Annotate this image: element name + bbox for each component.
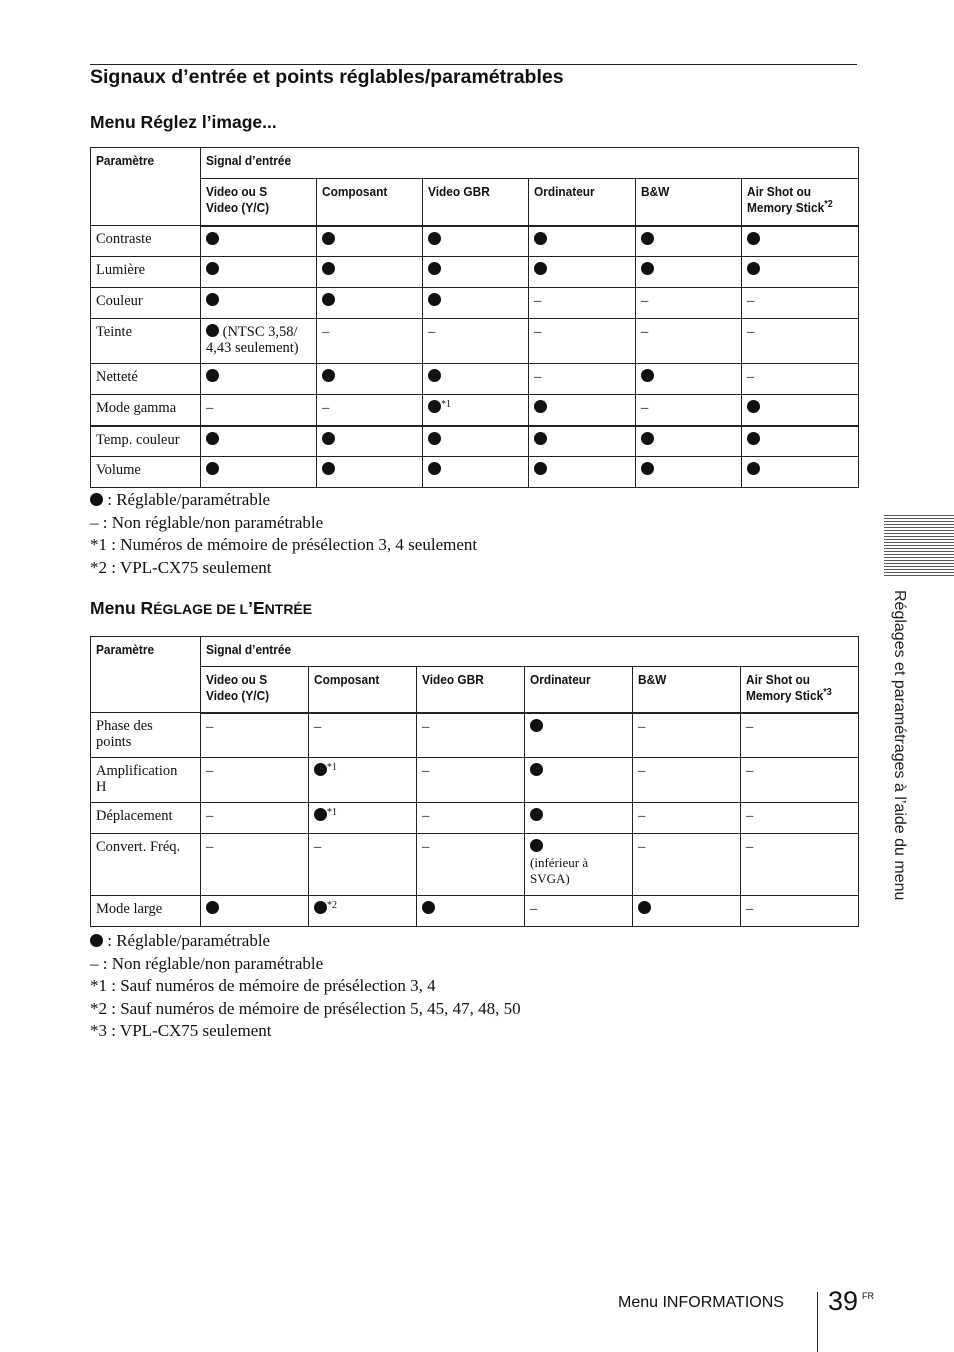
adjustable-dot-icon xyxy=(641,369,654,382)
table-reglez-image xyxy=(90,147,859,488)
legend-line xyxy=(90,930,521,953)
legend-line xyxy=(90,534,477,557)
header-col xyxy=(423,179,529,226)
table-cell xyxy=(636,257,742,288)
adjustable-dot-icon xyxy=(322,262,335,275)
header-col-label: Composant xyxy=(314,672,380,687)
table-cell xyxy=(529,257,636,288)
row-label: Netteté xyxy=(91,364,201,395)
table-row xyxy=(91,395,859,426)
legend-line xyxy=(90,1020,521,1043)
header-col-label: Air Shot ou Memory Stick$^{*2}$ xyxy=(747,184,833,215)
table-cell xyxy=(636,395,742,426)
cell-text: – xyxy=(206,763,214,779)
adjustable-dot-icon xyxy=(638,901,651,914)
adjustable-dot-icon xyxy=(530,763,543,776)
header-col-label: B&W xyxy=(641,184,670,199)
table-cell xyxy=(742,257,859,288)
table-cell xyxy=(636,226,742,257)
table-cell xyxy=(317,226,423,257)
cell-text: – xyxy=(641,400,649,416)
footnote-ref: *1 xyxy=(327,807,337,818)
table-cell xyxy=(741,803,859,834)
table-cell xyxy=(742,226,859,257)
table-cell xyxy=(525,896,633,927)
table-cell xyxy=(417,803,525,834)
legend-text: – : Non réglable/non paramétrable xyxy=(90,512,324,532)
table-cell xyxy=(317,364,423,395)
row-label: Phase des points xyxy=(91,713,201,758)
cell-text: – xyxy=(746,808,754,824)
table-cell xyxy=(201,834,309,896)
table-cell xyxy=(529,426,636,457)
table-row xyxy=(91,713,859,758)
adjustable-dot-icon xyxy=(428,369,441,382)
table-cell xyxy=(317,257,423,288)
table-cell xyxy=(317,395,423,426)
legend-text: : Réglable/paramétrable xyxy=(103,931,271,950)
side-tab-decoration xyxy=(884,515,954,578)
table-cell xyxy=(742,288,859,319)
table-cell xyxy=(633,758,741,803)
table-cell xyxy=(201,288,317,319)
adjustable-dot-icon xyxy=(530,808,543,821)
cell-text: – xyxy=(314,718,322,735)
header-param: Paramètre xyxy=(91,637,201,713)
table-cell xyxy=(201,426,317,457)
top-rule xyxy=(90,64,857,65)
header-col-label: Ordinateur xyxy=(530,672,591,687)
table-cell xyxy=(529,319,636,364)
row-label: Couleur xyxy=(91,288,201,319)
row-label: Volume xyxy=(91,457,201,488)
adjustable-dot-icon xyxy=(206,901,219,914)
table-cell xyxy=(633,803,741,834)
table-cell xyxy=(525,713,633,758)
legend-text: *2 : VPL-CX75 seulement xyxy=(90,557,272,577)
table-cell xyxy=(423,426,529,457)
header-col xyxy=(742,179,859,226)
table-cell xyxy=(309,713,417,758)
table-cell xyxy=(741,834,859,896)
cell-text: – xyxy=(206,839,214,855)
cell-text: – xyxy=(422,839,430,855)
legend-line xyxy=(90,998,521,1021)
table-row xyxy=(91,426,859,457)
table-cell xyxy=(636,319,742,364)
cell-text: – xyxy=(641,293,649,309)
cell-text: – xyxy=(422,808,430,824)
cell-note: (inférieur à SVGA) xyxy=(530,855,589,886)
page-title: Signaux d’entrée et points réglables/paramétrables xyxy=(90,66,564,88)
cell-text: – xyxy=(534,369,542,385)
header-col xyxy=(309,667,417,713)
adjustable-dot-icon xyxy=(747,400,760,413)
adjustable-dot-icon xyxy=(747,462,760,475)
cell-text: – xyxy=(314,839,322,855)
section2-heading: Menu RÉGLAGE DE L’ENTRÉE xyxy=(90,598,313,618)
row-label: Mode large xyxy=(91,896,201,927)
footer-divider xyxy=(817,1292,818,1352)
table-cell xyxy=(636,288,742,319)
cell-text: – xyxy=(638,808,646,824)
table-row xyxy=(91,834,859,896)
cell-text: – xyxy=(428,324,436,340)
table-cell xyxy=(636,457,742,488)
table-cell xyxy=(309,758,417,803)
table-cell xyxy=(742,426,859,457)
adjustable-dot-icon xyxy=(428,293,441,306)
header-col-label: B&W xyxy=(638,672,667,687)
table-cell xyxy=(309,803,417,834)
header-col-label: Video ou S Video (Y/C) xyxy=(206,184,270,215)
row-label: Convert. Fréq. xyxy=(91,834,201,896)
table-cell xyxy=(309,896,417,927)
adjustable-dot-icon xyxy=(747,262,760,275)
table-cell xyxy=(529,288,636,319)
adjustable-dot-icon xyxy=(641,262,654,275)
header-col xyxy=(529,179,636,226)
adjustable-dot-icon xyxy=(428,462,441,475)
cell-text: – xyxy=(746,763,754,779)
cell-text: (NTSC 3,58/ 4,43 seulement) xyxy=(206,324,299,356)
header-col-label: Composant xyxy=(322,184,388,199)
table-cell xyxy=(423,288,529,319)
table-cell xyxy=(423,257,529,288)
adjustable-dot-icon xyxy=(428,232,441,245)
table-cell xyxy=(529,364,636,395)
table-row xyxy=(91,226,859,257)
legend-line xyxy=(90,975,521,998)
header-param: Paramètre xyxy=(91,148,201,226)
table-cell xyxy=(529,226,636,257)
adjustable-dot-icon xyxy=(206,232,219,245)
table-cell xyxy=(201,226,317,257)
side-tab-label: Réglages et paramétrages à l’aide du menu xyxy=(891,590,908,901)
adjustable-dot-icon xyxy=(534,400,547,413)
table-cell xyxy=(201,803,309,834)
table-cell xyxy=(417,713,525,758)
table-cell xyxy=(741,896,859,927)
adjustable-dot-icon xyxy=(322,462,335,475)
legend-text: *1 : Numéros de mémoire de présélection 3, 4 seulement xyxy=(90,535,478,554)
adjustable-dot-icon xyxy=(206,262,219,275)
legend-line xyxy=(90,557,477,580)
table-cell xyxy=(525,834,633,896)
table-cell xyxy=(423,457,529,488)
table-row xyxy=(91,758,859,803)
table-cell xyxy=(529,457,636,488)
legend-2 xyxy=(90,930,521,1043)
header-col-label: Air Shot ou Memory Stick$^{*3}$ xyxy=(746,672,832,703)
table-row xyxy=(91,319,859,364)
adjustable-dot-icon xyxy=(90,493,103,506)
cell-text: – xyxy=(638,718,646,735)
adjustable-dot-icon xyxy=(314,763,327,776)
side-line xyxy=(884,575,954,578)
adjustable-dot-icon xyxy=(322,432,335,445)
adjustable-dot-icon xyxy=(322,293,335,306)
section1-heading: Menu Réglez l’image... xyxy=(90,112,277,132)
adjustable-dot-icon xyxy=(322,369,335,382)
cell-text: – xyxy=(422,718,430,735)
row-label: Teinte xyxy=(91,319,201,364)
header-col xyxy=(636,179,742,226)
legend-text: *1 : Sauf numéros de mémoire de présélection 3, 4 xyxy=(90,976,436,995)
header-col xyxy=(201,667,309,713)
cell-text: – xyxy=(534,293,542,309)
row-label: Contraste xyxy=(91,226,201,257)
adjustable-dot-icon xyxy=(534,462,547,475)
header-signal: Signal d’entrée xyxy=(201,148,859,179)
page-number: 39 xyxy=(828,1286,859,1316)
adjustable-dot-icon xyxy=(534,232,547,245)
header-cols-row xyxy=(91,667,859,713)
adjustable-dot-icon xyxy=(206,432,219,445)
table-cell xyxy=(423,319,529,364)
table-cell xyxy=(317,288,423,319)
legend-1 xyxy=(90,489,477,579)
adjustable-dot-icon xyxy=(206,293,219,306)
cell-text: – xyxy=(641,324,649,340)
header-col xyxy=(417,667,525,713)
page-language: FR xyxy=(862,1291,874,1301)
table-cell xyxy=(742,457,859,488)
adjustable-dot-icon xyxy=(90,934,103,947)
header-col xyxy=(525,667,633,713)
table-row xyxy=(91,364,859,395)
table-cell xyxy=(423,364,529,395)
table-cell xyxy=(201,395,317,426)
cell-text: – xyxy=(747,324,755,340)
table-cell xyxy=(417,834,525,896)
header-col xyxy=(633,667,741,713)
cell-text: – xyxy=(422,763,430,779)
table-cell xyxy=(636,426,742,457)
table-cell xyxy=(525,758,633,803)
table-cell xyxy=(633,713,741,758)
table-cell xyxy=(201,364,317,395)
legend-text: : Réglable/paramétrable xyxy=(103,490,271,509)
adjustable-dot-icon xyxy=(206,462,219,475)
header-col-label: Video ou S Video (Y/C) xyxy=(206,672,270,703)
cell-text: – xyxy=(534,324,542,340)
table-cell xyxy=(309,834,417,896)
adjustable-dot-icon xyxy=(530,839,543,852)
table-cell xyxy=(201,319,317,364)
header-col xyxy=(201,179,317,226)
table-row xyxy=(91,896,859,927)
adjustable-dot-icon xyxy=(322,232,335,245)
cell-text: – xyxy=(747,369,755,385)
table-cell xyxy=(201,457,317,488)
header-col-label: Ordinateur xyxy=(534,184,595,199)
adjustable-dot-icon xyxy=(747,432,760,445)
adjustable-dot-icon xyxy=(530,719,543,732)
table-cell xyxy=(201,713,309,758)
cell-text: – xyxy=(746,901,754,917)
cell-text: – xyxy=(747,293,755,309)
cell-text: – xyxy=(530,901,538,917)
table-reglage-entree xyxy=(90,636,859,927)
row-label: Déplacement xyxy=(91,803,201,834)
footnote-ref: *1 xyxy=(441,399,451,410)
table-cell xyxy=(633,834,741,896)
footer-section: Menu INFORMATIONS xyxy=(618,1294,784,1311)
table-row xyxy=(91,257,859,288)
table-cell xyxy=(201,896,309,927)
row-label: Amplification H xyxy=(91,758,201,803)
header-col xyxy=(317,179,423,226)
table-cell xyxy=(423,226,529,257)
adjustable-dot-icon xyxy=(428,432,441,445)
table-row xyxy=(91,457,859,488)
cell-text: – xyxy=(322,400,330,416)
table-cell xyxy=(525,803,633,834)
adjustable-dot-icon xyxy=(206,324,219,337)
table-cell xyxy=(317,319,423,364)
table-cell xyxy=(201,257,317,288)
table-cell xyxy=(742,395,859,426)
cell-text: – xyxy=(746,839,754,855)
table-cell xyxy=(417,758,525,803)
table-cell xyxy=(317,426,423,457)
table-cell xyxy=(417,896,525,927)
adjustable-dot-icon xyxy=(206,369,219,382)
cell-text: – xyxy=(206,808,214,824)
side-tab xyxy=(884,590,910,970)
header-cols-row xyxy=(91,179,859,226)
adjustable-dot-icon xyxy=(641,432,654,445)
legend-text: *2 : Sauf numéros de mémoire de présélection 5, 45, 47, 48, 50 xyxy=(90,998,521,1018)
adjustable-dot-icon xyxy=(428,400,441,413)
adjustable-dot-icon xyxy=(422,901,435,914)
adjustable-dot-icon xyxy=(641,232,654,245)
legend-text: *3 : VPL-CX75 seulement xyxy=(90,1021,272,1040)
cell-text: – xyxy=(206,718,214,735)
legend-line xyxy=(90,512,477,535)
footnote-ref: *2 xyxy=(824,199,833,210)
table-cell xyxy=(633,896,741,927)
cell-text: – xyxy=(638,839,646,855)
header-col-label: Video GBR xyxy=(422,672,484,687)
table-row xyxy=(91,288,859,319)
legend-line xyxy=(90,489,477,512)
table-cell xyxy=(201,758,309,803)
adjustable-dot-icon xyxy=(534,432,547,445)
cell-text: – xyxy=(322,324,330,340)
adjustable-dot-icon xyxy=(534,262,547,275)
table-cell xyxy=(741,713,859,758)
table-row xyxy=(91,803,859,834)
table-cell xyxy=(742,319,859,364)
header-col xyxy=(741,667,859,713)
header-signal: Signal d’entrée xyxy=(201,637,859,667)
footnote-ref: *3 xyxy=(823,687,832,698)
table-cell xyxy=(742,364,859,395)
adjustable-dot-icon xyxy=(314,808,327,821)
legend-line xyxy=(90,953,521,976)
adjustable-dot-icon xyxy=(747,232,760,245)
adjustable-dot-icon xyxy=(314,901,327,914)
cell-text: – xyxy=(638,763,646,779)
row-label: Lumière xyxy=(91,257,201,288)
adjustable-dot-icon xyxy=(428,262,441,275)
header-col-label: Video GBR xyxy=(428,184,490,199)
row-label: Mode gamma xyxy=(91,395,201,426)
adjustable-dot-icon xyxy=(641,462,654,475)
legend-text: – : Non réglable/non paramétrable xyxy=(90,953,324,973)
table-cell xyxy=(529,395,636,426)
table-cell xyxy=(741,758,859,803)
row-label: Temp. couleur xyxy=(91,426,201,457)
footnote-ref: *1 xyxy=(327,762,337,773)
table-cell xyxy=(636,364,742,395)
table-cell xyxy=(423,395,529,426)
table-cell xyxy=(317,457,423,488)
cell-text: – xyxy=(746,718,754,735)
footnote-ref: *2 xyxy=(327,900,337,911)
cell-text: – xyxy=(206,400,214,416)
